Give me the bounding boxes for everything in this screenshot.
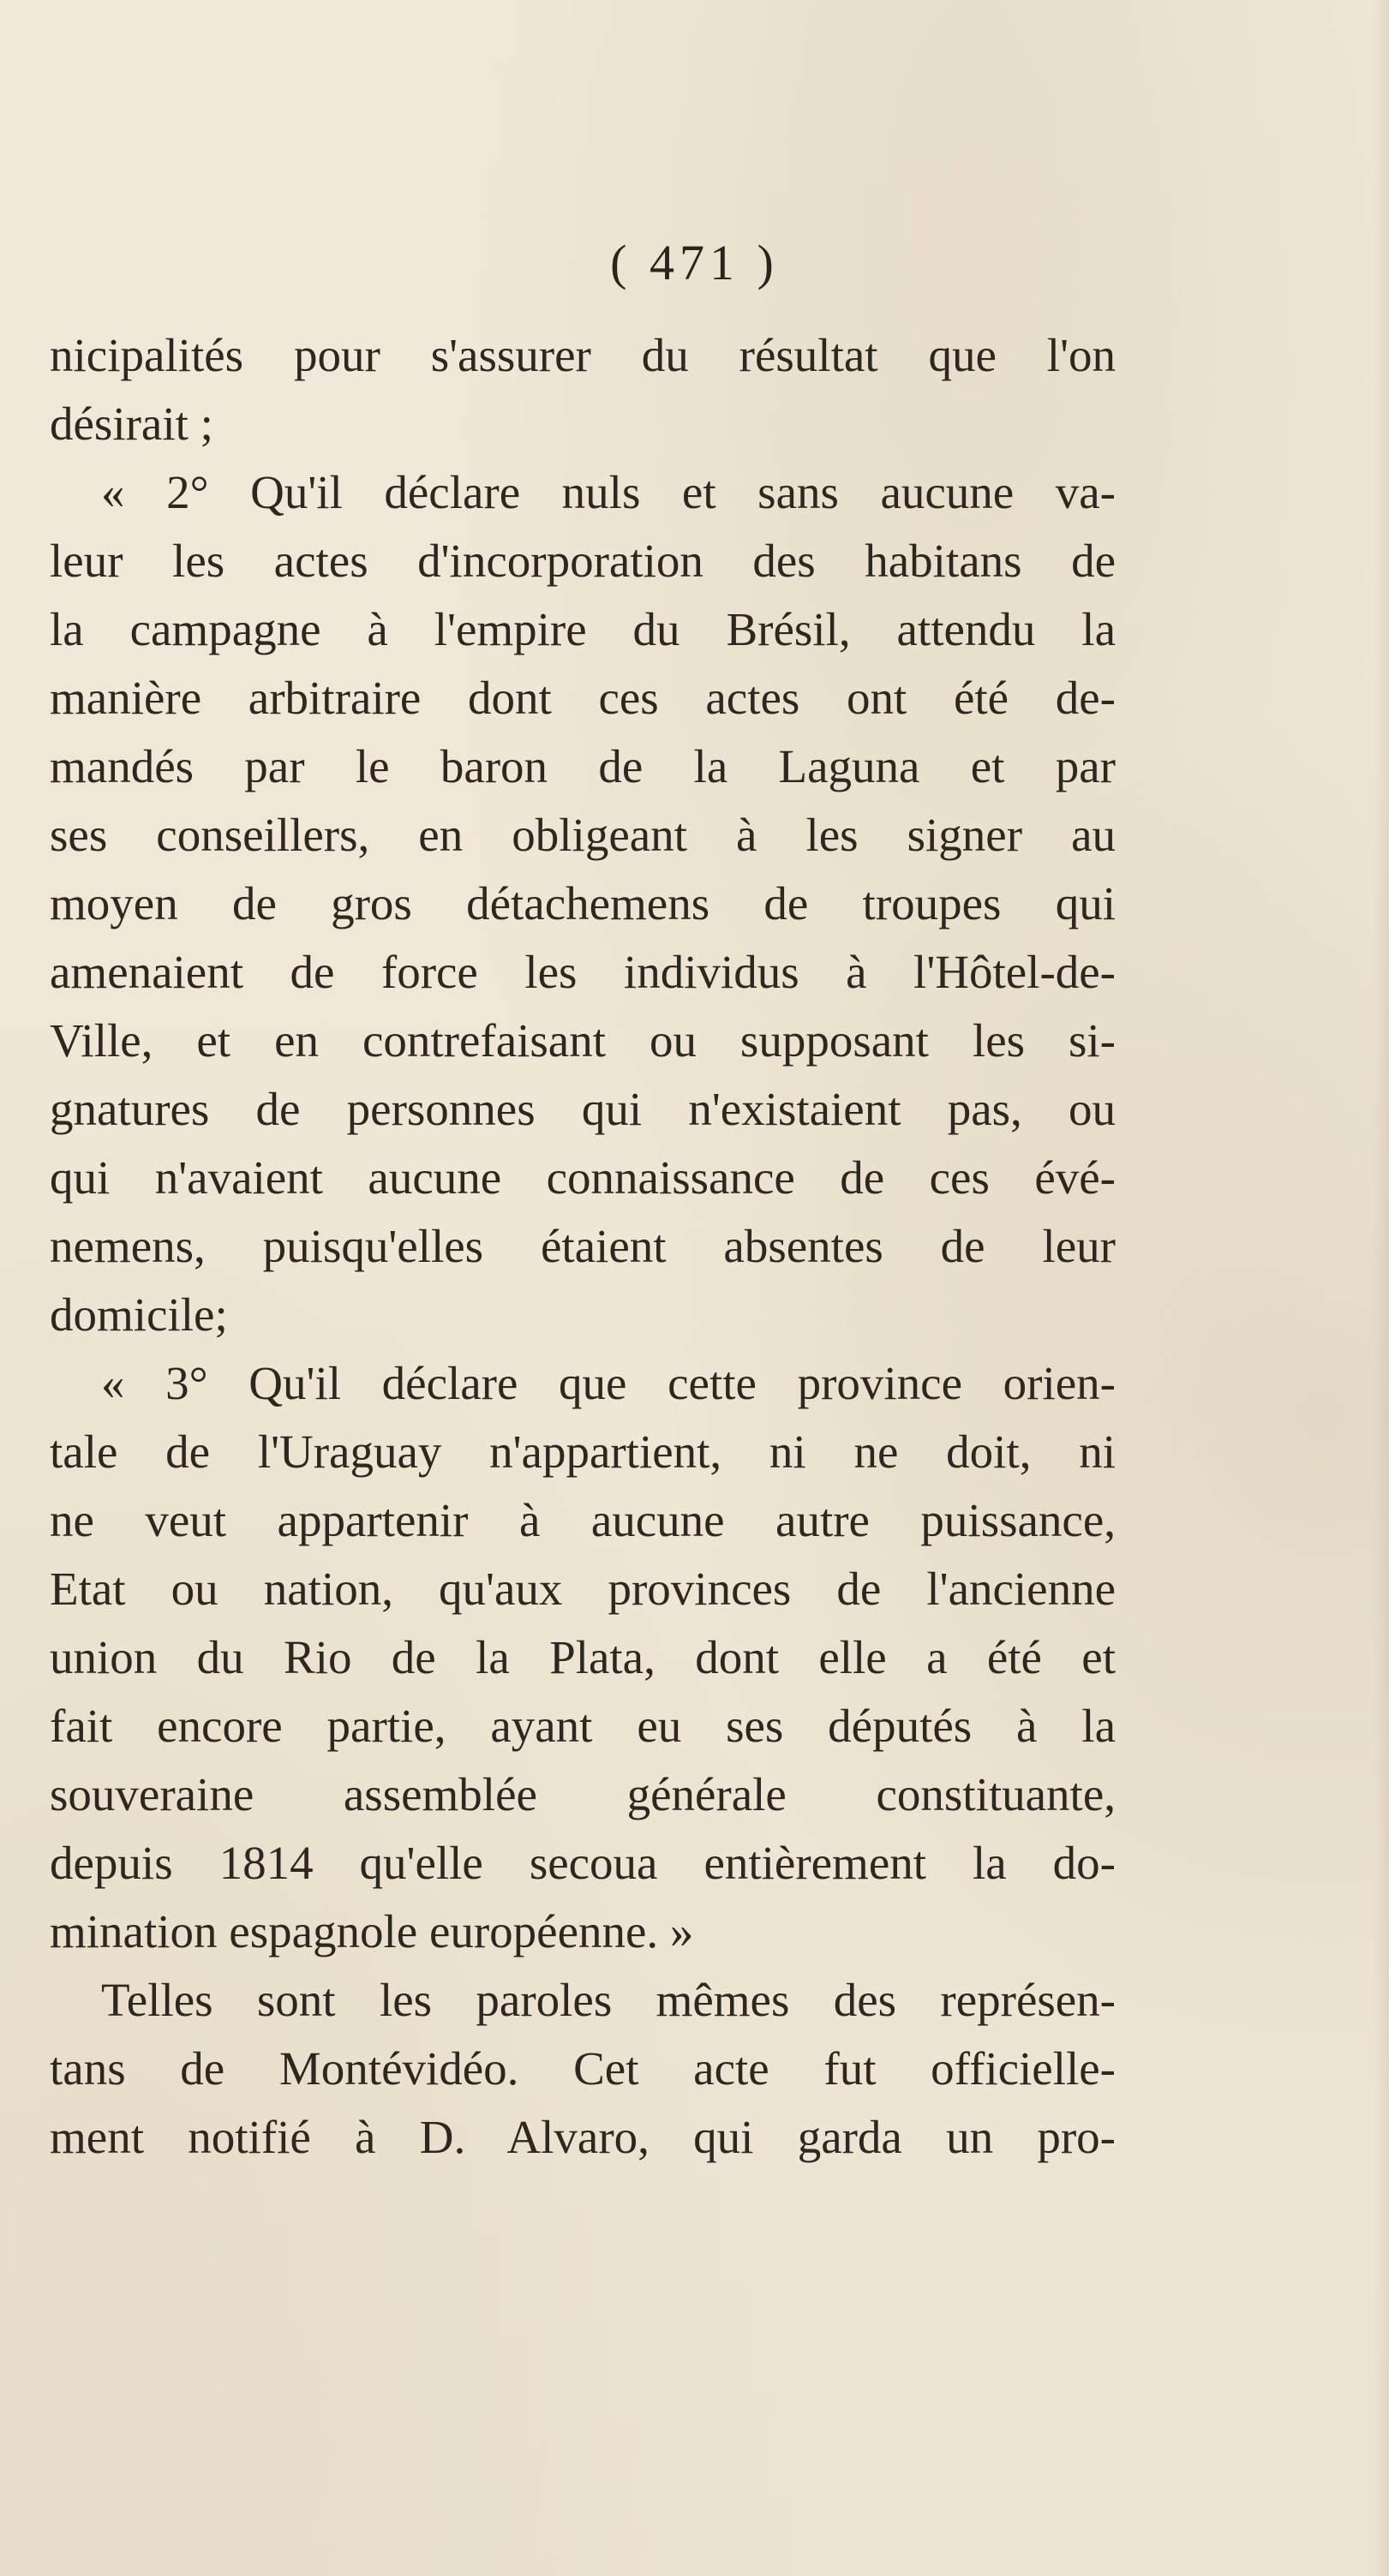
text-line: mandés par le baron de la Laguna et par [50,740,1116,792]
text-line: nemens, puisqu'elles étaient absentes de leur [50,1220,1116,1272]
text-line: Ville, et en contrefaisant ou supposant les si- [50,1014,1116,1067]
text-line: depuis 1814 qu'elle secoua entièrement la do- [50,1837,1116,1889]
page-edge-shadow [1374,0,1389,2576]
text-line: ne veut appartenir à aucune autre puissance, [50,1494,1116,1546]
text-line: leur les actes d'incorporation des habitans de [50,535,1116,587]
page-text [50,321,1116,2172]
text-line: tans de Montévidéo. Cet acte fut officielle- [50,2042,1116,2095]
text-line: nicipalités pour s'assurer du résultat que l'on [50,329,1116,381]
text-line: gnatures de personnes qui n'existaient pas, ou [50,1083,1116,1135]
text-line: Telles sont les paroles mêmes des représen- [101,1974,1116,2026]
text-line: mination espagnole européenne. » [50,1905,694,1957]
text-line: qui n'avaient aucune connaissance de ces évé- [50,1151,1116,1204]
text-line: moyen de gros détachemens de troupes qui [50,877,1116,929]
text-line: amenaient de force les individus à l'Hôtel-de- [50,946,1116,998]
text-line: union du Rio de la Plata, dont elle a été et [50,1631,1116,1683]
page-number: ( 471 ) [610,235,779,290]
text-line: ment notifié à D. Alvaro, qui garda un pro- [50,2111,1116,2163]
text-line: tale de l'Uraguay n'appartient, ni ne doit, ni [50,1425,1116,1478]
text-line: fait encore partie, ayant eu ses députés à la [50,1700,1116,1752]
text-line: domicile; [50,1288,228,1341]
text-line: Etat ou nation, qu'aux provinces de l'ancienne [50,1563,1116,1615]
text-line: souveraine assemblée générale constituante, [50,1768,1116,1820]
text-line: « 2° Qu'il déclare nuls et sans aucune va- [101,466,1116,518]
text-line: « 3° Qu'il déclare que cette province orien- [101,1357,1116,1409]
text-line: ses conseillers, en obligeant à les signer au [50,809,1116,861]
text-line: manière arbitraire dont ces actes ont été de- [50,672,1116,724]
text-line: désirait ; [50,397,213,450]
text-line: la campagne à l'empire du Brésil, attendu la [50,603,1116,655]
